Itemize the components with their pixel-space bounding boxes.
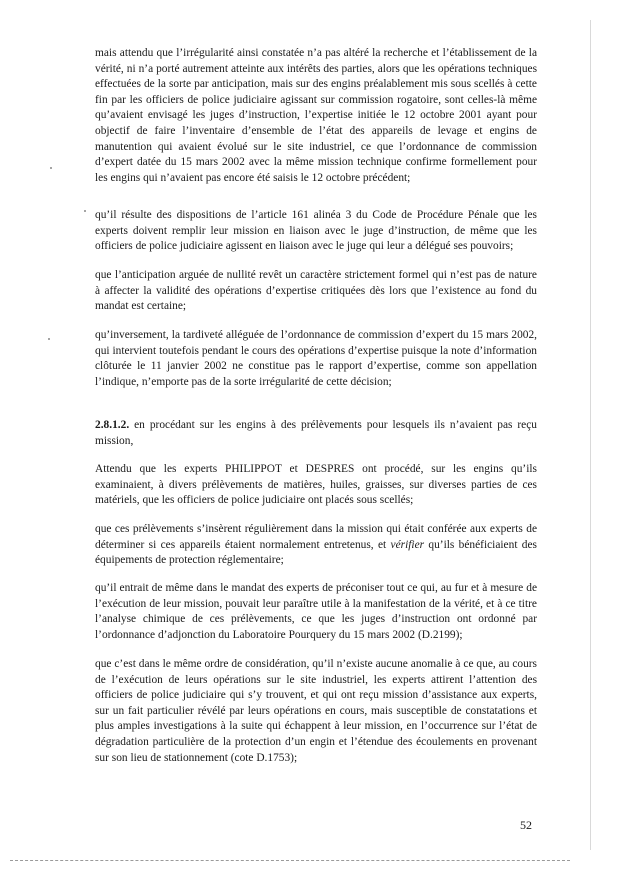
scan-edge-line xyxy=(590,20,591,850)
section-number: 2.8.1.2. xyxy=(95,419,130,431)
paragraph-8: qu’il entrait de même dans le mandat des experts de préconiser tout ce qui, au fur et à mesure de l’exécution de leur mission, pouvait leur paraître utile à la manifestation de la vérité, et à ce titre l’analyse chimique de ces prélèvements, ce que les juges d’instruction ont ordonné par l’ordonnance d’adjonction du Laboratoire Pourquery du 15 mars 2002 (D.2199); xyxy=(95,582,537,641)
paragraph-1: mais attendu que l’irrégularité ainsi constatée n’a pas altéré la recherche et l’établissement de la vérité, ni n’a porté autrement atteinte aux intérêts des parties, alors que les opérations techniques effectuées de la sorte par anticipation, mais sur des engins préalablement mis sous scellés à cette fin par les officiers de police judiciaire agissant sur commission rogatoire, sont celles-là même qu’avaient envisagé les juges d’instruction, l’expertise initiée le 12 octobre 2001 ayant pour objectif de faire l’inventaire d’ensemble de l’état des appareils de levage et engins de manutention qui avaient évolué sur le site industriel, ce que l’ordonnance de commission d’expert datée du 15 mars 2002 avec la même mission technique confirme formellement pour les engins qui n’avaient pas encore été saisis le 12 octobre précédent; xyxy=(95,47,537,184)
paragraph-3: que l’anticipation arguée de nullité revêt un caractère strictement formel qui n’est pas de nature à affecter la validité des opérations d’expertise critiquées dès lors que l’existence au fond du mandat est certaine; xyxy=(95,269,537,313)
paragraph-9: que c’est dans le même ordre de considération, qu’il n’existe aucune anomalie à ce que, au cours de l’exécution de leurs opérations sur le site industriel, les experts attirent l’attention des officiers de police judiciaire qui s’y trouvent, et qui ont reçu mission d’assistance aux experts, sur un fait particulier révélé par leurs opérations en cours, mais susceptible de constatations et plus amples investigations à la suite qui échappent à leur mission, en l’occurrence sur l’état de dégradation particulière de la protection d’un engin et l’étendue des écoulements en provenant sur son lieu de stationnement (cote D.1753); xyxy=(95,658,537,764)
paragraph-7 xyxy=(95,522,537,569)
scan-speck xyxy=(84,210,86,212)
section-2-8-1-2 xyxy=(95,418,537,449)
emphasis-verifier: vérifier xyxy=(390,538,425,551)
paragraph-7-end: qu’ils bénéficiaient des équipements de protection réglementaire; xyxy=(95,538,537,567)
scan-speck xyxy=(50,167,52,169)
scan-bottom-line xyxy=(10,860,570,862)
page-number: 52 xyxy=(520,818,532,832)
paragraph-2: qu’il résulte des dispositions de l’article 161 alinéa 3 du Code de Procédure Pénale que les experts doivent remplir leur mission en liaison avec le juge d’instruction, de même que les officiers de police judiciaire agissent en liaison avec le juge qui leur a délégué ses pouvoirs; xyxy=(95,209,537,253)
scan-speck xyxy=(48,338,50,340)
paragraph-4: qu’inversement, la tardiveté alléguée de l’ordonnance de commission d’expert du 15 mars 2002, qui intervient toutefois pendant le cours des opérations d’expertise puisque la note d’information clôturée le 11 janvier 2002 ne constitue pas le rapport d’expertise, comme son appellation l’indique, n’emporte pas de la sorte irrégularité de cette décision; xyxy=(95,329,537,388)
paragraph-7-start: que ces prélèvements s’insèrent régulièrement dans la mission qui était conférée aux experts de déterminer si ces appareils étaient normalement entretenus, et xyxy=(95,523,537,551)
paragraph-6: Attendu que les experts PHILIPPOT et DESPRES ont procédé, sur les engins qu’ils examinaient, à divers prélèvements de matières, huiles, graisses, sur diverses parties de ces matériels, que les officiers de police judiciaire ont placés sous scellés; xyxy=(95,463,537,507)
section-text: en procédant sur les engins à des prélèvements pour lesquels ils n’avaient pas reçu mission, xyxy=(95,419,537,447)
